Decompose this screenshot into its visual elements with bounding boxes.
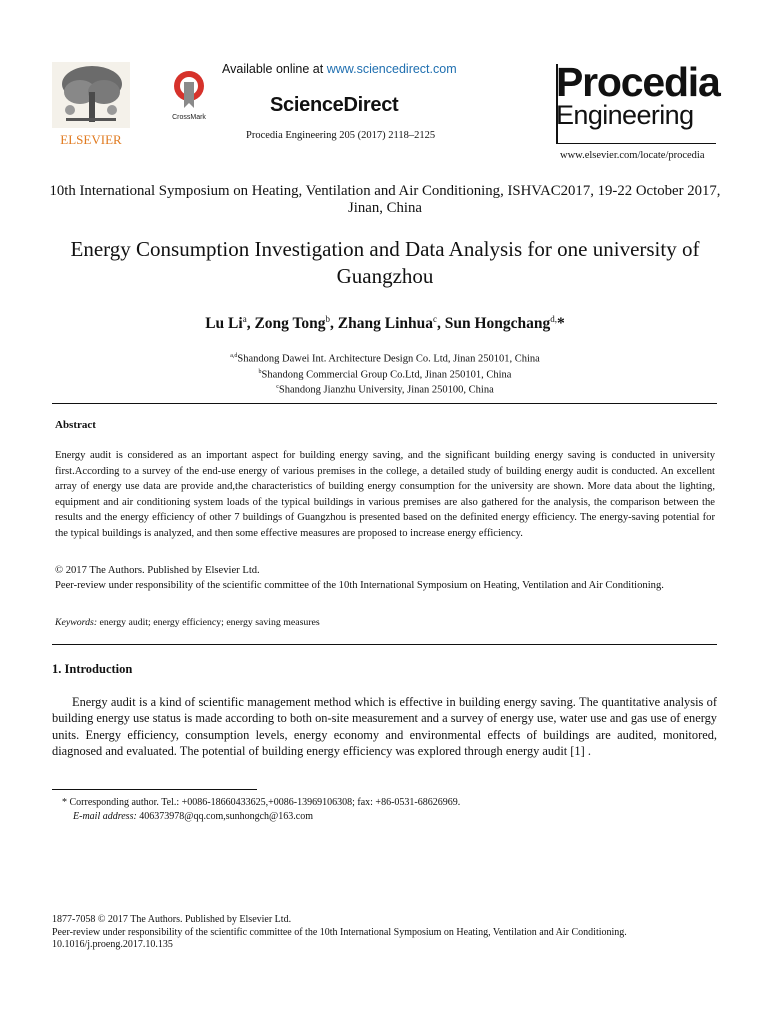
- affiliation-line: [40, 381, 730, 397]
- affiliations: [40, 350, 730, 397]
- section-heading-introduction: 1. Introduction: [52, 662, 133, 676]
- keywords-label: Keywords:: [55, 617, 98, 628]
- peer-review-line: Peer-review under responsibility of the scientific committee of the 10th International Symposium on Heating, Ventilation and Air Conditioning.: [55, 580, 664, 591]
- keywords-list: energy audit; energy efficiency; energy saving measures: [99, 617, 320, 628]
- author-separator: ,: [330, 315, 338, 333]
- sciencedirect-wordmark: ScienceDirect: [270, 94, 399, 116]
- author-separator: ,: [246, 315, 255, 333]
- copyright-line: © 2017 The Authors. Published by Elsevier Ltd.: [55, 565, 260, 576]
- abstract-copyright: [55, 563, 715, 593]
- bottom-peer-review: Peer-review under responsibility of the scientific committee of the 10th International Symposium on Heating, Ventilation and Air Conditioning.: [52, 926, 627, 938]
- affiliation-mark: a,d: [230, 353, 238, 359]
- available-prefix: Available online at: [222, 62, 327, 76]
- footnote-rule: [52, 789, 257, 790]
- author-affiliation-mark: c: [433, 314, 437, 324]
- issn-line: 1877-7058 © 2017 The Authors. Published by Elsevier Ltd.: [52, 914, 292, 925]
- doi-line[interactable]: 10.1016/j.proeng.2017.10.135: [52, 939, 173, 950]
- symposium-line: 10th International Symposium on Heating, Ventilation and Air Conditioning, ISHVAC2017, 19-22 October 2017, Jinan, China: [49, 183, 721, 216]
- journal-url[interactable]: www.elsevier.com/locate/procedia: [560, 150, 705, 161]
- elsevier-tree-icon: [52, 62, 130, 148]
- procedia-rule-horizontal: [556, 143, 716, 144]
- keywords: [55, 617, 320, 628]
- journal-word-engineering: Engineering: [556, 100, 694, 130]
- abstract-rule-bottom: [52, 644, 717, 645]
- crossmark-label: CrossMark: [172, 114, 206, 121]
- corresponding-asterisk: *: [557, 315, 565, 333]
- elsevier-wordmark: ELSEVIER: [60, 132, 122, 147]
- introduction-paragraph: Energy audit is a kind of scientific management method which is effective in building energy saving. The quantitative analysis of building energy use status is made according to both on-site measurement and a survey of energy use, water use and gas use of energy units. Energy efficiency, consumption levels, energy economy and environmental effects of buildings are audited, monitored, diagnosed and evaluated. The potential of building energy efficiency was explored through energy audit [1] .: [52, 695, 717, 759]
- author-list: [40, 314, 730, 333]
- publication-info: [52, 914, 717, 952]
- email-label: E-mail address:: [73, 811, 137, 822]
- crossmark-badge[interactable]: [164, 70, 214, 126]
- author-affiliation-mark: d,: [550, 314, 558, 324]
- affiliation-line: [40, 366, 730, 382]
- email-note: [73, 811, 313, 822]
- abstract-body: Energy audit is considered as an important aspect for building energy saving, and the significant building energy saving is conducted in university first.According to a survey of the end-use energy of various premises in the college, a detailed study of building energy audit is conducted. An excellent array of energy use data are provide and,the characteristics of building energy consumption for the university are shown. More data about the lighting, equipment and air conditioning system loads of the typical buildings in various premises are also gathered for the analysis, the comparison between the results and the energy efficiency of other 7 buildings of Guangzhou is presented based on the definited energy efficiency. The energy-saving potential for the typical buildings is analyzed, and then some effective measures are proposed to increase energy efficiency.: [55, 450, 715, 539]
- abstract-heading: Abstract: [55, 419, 96, 431]
- affiliation-text: Shandong Commercial Group Co.Ltd, Jinan 250101, China: [261, 369, 512, 380]
- author-affiliation-mark: b: [325, 314, 331, 324]
- author-separator: ,: [437, 315, 445, 333]
- elsevier-logo: [52, 62, 130, 148]
- sciencedirect-link[interactable]: www.sciencedirect.com: [326, 62, 457, 76]
- author-name: Lu Li: [205, 315, 243, 333]
- author-name: Sun Hongchang: [444, 315, 551, 333]
- affiliation-mark: c: [276, 384, 279, 390]
- email-address[interactable]: 406373978@qq.com,sunhongch@163.com: [139, 811, 313, 822]
- author-name: Zong Tong: [254, 315, 326, 333]
- affiliation-text: Shandong Jianzhu University, Jinan 250100, China: [278, 384, 494, 396]
- author-affiliation-mark: a: [242, 314, 247, 324]
- affiliation-mark: b: [258, 368, 262, 375]
- author-name: Zhang Linhua: [337, 315, 433, 333]
- journal-word-procedia: Procedia: [556, 59, 720, 105]
- paper-title: Energy Consumption Investigation and Data Analysis for one university of Guangzhou: [70, 237, 700, 288]
- journal-citation: Procedia Engineering 205 (2017) 2118–2125: [246, 130, 436, 141]
- available-online: [222, 62, 457, 76]
- affiliation-text: Shandong Dawei Int. Architecture Design Co. Ltd, Jinan 250101, China: [237, 353, 540, 365]
- affiliation-line: [40, 350, 730, 366]
- corresponding-author-note: * Corresponding author. Tel.: +0086-18660433625,+0086-13969106308; fax: +86-0531-68626969.: [62, 797, 461, 808]
- journal-logo: [556, 59, 726, 130]
- crossmark-icon: [173, 70, 205, 108]
- abstract-rule-top: [52, 403, 717, 404]
